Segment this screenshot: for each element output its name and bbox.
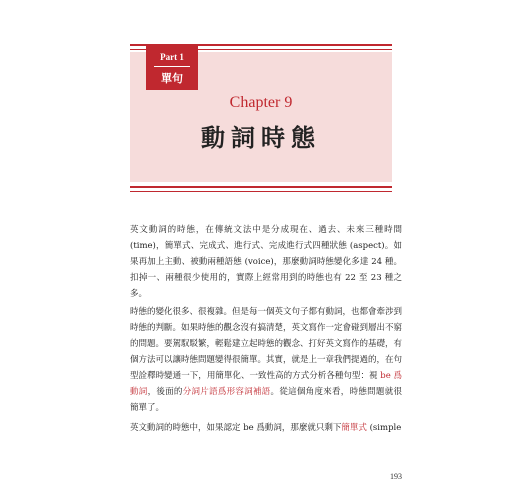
paragraph-2-text-b: ，後面的 — [147, 387, 183, 397]
part-title: 單句 — [161, 72, 183, 85]
paragraph-3-text-b: (simple — [366, 423, 402, 433]
header-rule-bottom-thin — [130, 191, 392, 192]
chapter-title: 動詞時態 — [201, 124, 321, 152]
highlight-simple-tense: 簡單式 — [341, 423, 367, 433]
page-number: 193 — [390, 472, 402, 481]
chapter-number: Chapter 9 — [229, 94, 293, 111]
paragraph-2-text-a: 時態的變化很多、很複雜。但是每一個英文句子都有動詞，也都會牽涉到時態的判斷。如果時態的觀念沒有搞清楚，英文寫作一定會碰到層出不窮的問題。要駕馭駁繁，輕鬆建立起時態的觀念、打好英文寫作的基礎，有個方法可以讓時態問題變得很簡單。其實，就是上一章我們提過的，在句型詮釋時變通一下，用簡單化、一致性高的方式分析各種句型：視 — [130, 307, 403, 381]
header-rule-bottom — [130, 186, 392, 188]
highlight-participle-phrase: 分詞片語爲形容詞補語 — [182, 387, 271, 397]
paragraph-2-text-c: 。從這個角度來看，時態問題就很簡單了。 — [130, 387, 402, 413]
part-divider — [154, 66, 190, 67]
part-label: Part 1 — [160, 52, 184, 62]
paragraph-3-text-a: 英文動詞的時態中，如果認定 be 爲動詞，那麼就只剩下 — [130, 423, 342, 433]
highlight-be-verb: be 爲動詞 — [130, 371, 402, 397]
paragraph-3 — [130, 420, 402, 436]
paragraph-1: 英文動詞的時態，在傳統文法中是分成現在、過去、未來三種時間 (time)，簡單式、完成式、進行式、完成進行式四種狀態 (aspect)。如果再加上主動、被動兩種語態 (voice)，那麼動詞時態變化多達 24 種。扣掉一、兩種很少使用的，實際上經常用到的時態也有 22 至 23 種之多。 — [130, 225, 402, 299]
part-tab — [146, 46, 198, 90]
paragraph-2 — [130, 304, 402, 416]
